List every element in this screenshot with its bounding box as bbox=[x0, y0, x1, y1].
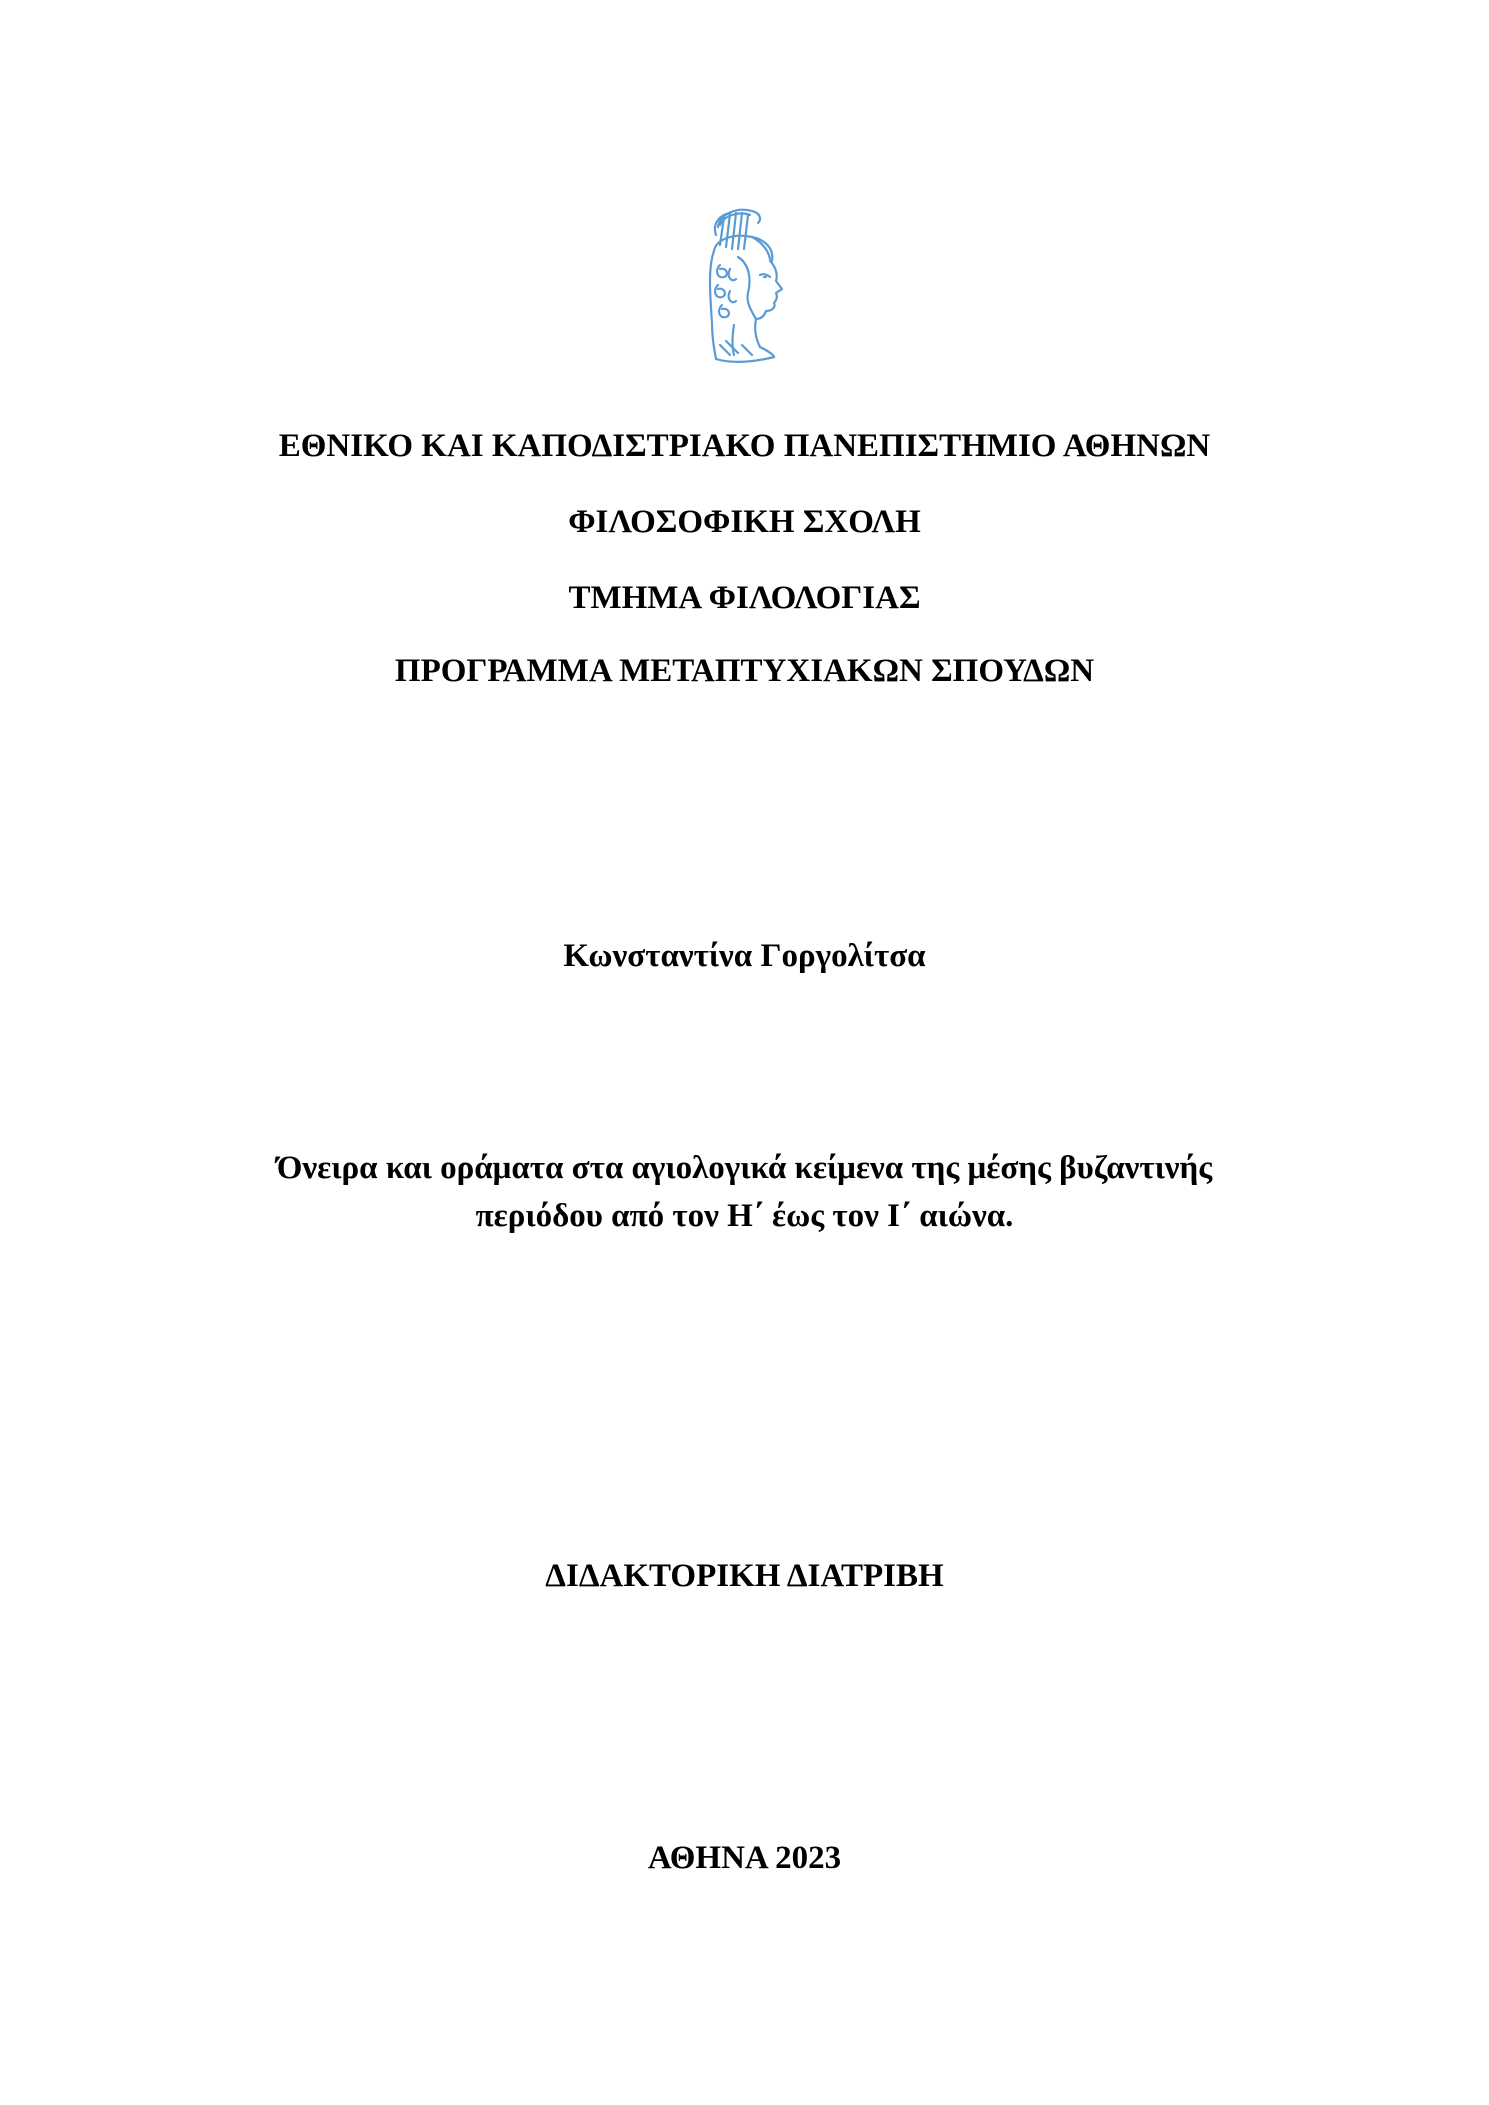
thesis-title-line-2: περιόδου από τον Η΄ έως τον Ι΄ αιώνα. bbox=[475, 1198, 1014, 1234]
document-type: ΔΙΔΑΚΤΟΡΙΚΗ ΔΙΑΤΡΙΒΗ bbox=[545, 1558, 944, 1594]
department-name: ΤΜΗΜΑ ΦΙΛΟΛΟΓΙΑΣ bbox=[568, 580, 921, 616]
program-name: ΠΡΟΓΡΑΜΜΑ ΜΕΤΑΠΤΥΧΙΑΚΩΝ ΣΠΟΥΔΩΝ bbox=[394, 653, 1095, 689]
place-year: ΑΘΗΝΑ 2023 bbox=[647, 1840, 842, 1876]
school-name: ΦΙΛΟΣΟΦΙΚΗ ΣΧΟΛΗ bbox=[568, 504, 921, 540]
thesis-title-line-1: Όνειρα και οράματα στα αγιολογικά κείμενα της μέσης βυζαντινής bbox=[276, 1150, 1213, 1186]
athena-head-icon bbox=[690, 205, 800, 365]
university-name: ΕΘΝΙΚΟ ΚΑΙ ΚΑΠΟΔΙΣΤΡΙΑΚΟ ΠΑΝΕΠΙΣΤΗΜΙΟ ΑΘΗΝΩΝ bbox=[278, 428, 1211, 464]
author-name: Κωνσταντίνα Γοργολίτσα bbox=[563, 938, 926, 974]
